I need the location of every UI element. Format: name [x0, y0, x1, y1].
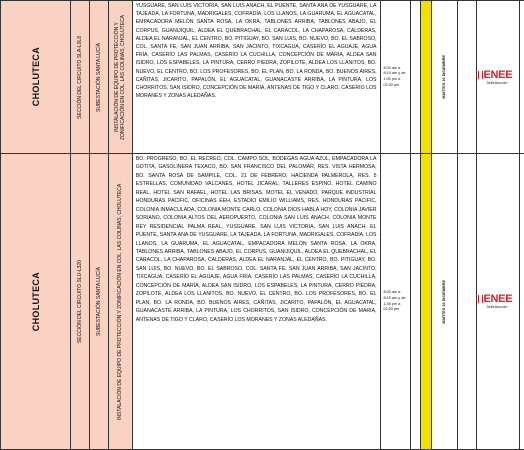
- logo-cell: [476, 154, 520, 450]
- affected-sectors: BO. PROGRESO, BO. EL RECREO, COL. CAMPO SOL, BODEGAS AGUA AZUL, EMPACADORA LA GOTITA, GASOLINERA TEXACO, BO. SAN FRANCISCO DEL PALOMAR, RES. VISTA HERMOSA, BO. SANTA ROSA DE SAMPILE, COL. 21 DE FEBRERO, HACIENDA PALMEROLA, RES. 5 ESTRELLAS, COMUNIDAD VALCANES, HOTEL JICARAL, TALLERES ESPINO, HOTEL CAMINO REAL, HOTEL SAN RAFAEL, HOTEL LAS BRISAS, MOTEL EL VENADO, PARQUE INDUSTRIAL HONDURAS PACIFIC, OFICINAS EEH, ESTADIO EMILIO WILLIAMS, RES. HONDURAS PACIFIC, COLONIA INMACULADA, COLONIA MONTE CARLO, COLONIA DIOS HABLA HOY, COLONIA JAVIER SORIANO, COLONIA ALTOS DEL AEROPUERTO, COLONIA SAN LUIS ANACH, COLONIA MONTE REY RESIDENCIAL PALMA REAL, YUSGUARE, SAN LUIS VICTORIA, SAN LUIS ANACH, EL PUENTE, SANTA ANA DE YUSGUARE, LA TAJEADA, LA FORTUNA, MADRIGALES, COFRADÍA, LOS LLANOS, LA GUARUMA, EL AGUACATAL, EMPACADORA MELÓN SANTA ROSA, LA OKRA, TABLONES ARRIBA, TABLONES ABAJO, EL CORPUS, GUANIJIQUIL, ALDEA EL QUEBRACHAL, EL CARACOL, LA CHAPAROSA, CALDERAS, ALDEA EL NARANJAL, EL CENTRO, BO. PITIGUAY, BO. SAN LUIS, BO. NUEVO, BO. EL SABROSO, COL. SANTA FE, SAN JUAN ARRIBA, SAN JACINTO, TIXCAGUA, CASERÍO EL AGUAJE, AGUA FRÍA, CASERÍO LAS PALMAS, CASERÍO LA CUCHILLA, CONCEPCIÓN DE MARÍA, ALDEA SAN ISIDRO, LOS ESPABELES, LA PINTURA, CERRO PIEDRA, ZOPILOTE, ALDEA LOS LLANITOS, BO. NUEVO, EL CENTRO, BO. LOS PROFESORES, BO. EL PLAN, BO. LA RONDA, BO. BUENOS AIRES, CAÑITAS, JICARITO, PAPALÓN, EL AGUACATAL, GUANACASTE ARRIBA, LA PINTURA, LOS CHORRITOS, SAN ISIDRO, CONCEPCIÓN DE MARÍA, ANTENAS DE TIGO Y CLARO, CASERÍO LOS MORANES Y ZONAS ALEDAÑAS.: [136, 155, 377, 324]
- time-line: 02:00 pm: [384, 307, 410, 313]
- date-cell: [431, 1, 457, 154]
- blank-cell: [457, 1, 476, 154]
- work-cell: [109, 154, 132, 450]
- work-cell: [109, 1, 132, 154]
- table-row: [1, 154, 524, 450]
- time-line: 8:00 am a: [384, 290, 410, 296]
- blank-cell: [410, 154, 420, 450]
- section-cell: [71, 154, 90, 450]
- work-description: INSTALACIÓN DE EQUIPO DE PROTECCIÓN Y ZONIFICACIÓN EN COL. LAS COLINAS, CHOLUTECA: [117, 167, 123, 437]
- time-cell: [380, 1, 410, 154]
- outage-date: MARTES 16 DICIEMBRE: [442, 55, 446, 99]
- substation-name: SUBESTACIÓN SANTA LUCÍA: [96, 43, 102, 112]
- department-label: CHOLUTECA: [31, 47, 41, 106]
- affected-sectors: YUSGUARE, SAN LUIS VICTORIA, SAN LUIS ANACH, EL PUENTE, SANTA ANA DE YUSGUARE, LA TAJEADA, LA FORTUNA, MADRIGALES, COFRADÍA, LOS LLANOS, LA GUARUMA, EL AGUACATAL, EMPACADORA MELÓN SANTA ROSA, LA OKRA, TABLONES ARRIBA, TABLONES ABAJO, EL CORPUS, GUANIJIQUIL, ALDEA EL QUEBRACHAL, EL CARACOL, LA CHAPAROSA, CALDERAS, ALDEA EL NARANJAL, EL CENTRO, BO. PITIGUAY, BO. SAN LUIS, BO. NUEVO, BO. EL SABROSO, COL. SANTA FE, SAN JUAN ARRIBA, SAN JACINTO, TIXCAGUA, CASERÍO EL AGUAJE, AGUA FRÍA, CASERÍO LAS PALMAS, CASERÍO LA CUCHILLA, CONCEPCIÓN DE MARÍA, ALDEA SAN ISIDRO, LOS ESPABELES, LA PINTURA, CERRO PIEDRA, ZOPILOTE, ALDEA LOS LLANITOS, BO. NUEVO, EL CENTRO, BO. LOS PROFESORES, BO. EL PLAN, BO. LA RONDA, BO. BUENOS AIRES, CAÑITAS, JICARITO, PAPALÓN, EL AGUACATAL, GUANACASTE ARRIBA, LA PINTURA, LOS CHORRITOS, SAN ISIDRO, CONCEPCIÓN DE MARÍA, ANTENAS DE TIGO Y CLARO, CASERÍO LOS MORANES Y ZONAS ALEDAÑAS.: [136, 2, 377, 100]
- blank-cell: [457, 154, 476, 450]
- logo-subtitle: Distribución: [487, 80, 520, 85]
- work-description: INSTALACIÓN DE EQUIPO DE PROTECCIÓN Y ZONIFICACIÓN EN COL. LAS COLINAS, CHOLUTECA: [114, 12, 126, 142]
- logo-brand: ENEE: [484, 293, 513, 305]
- logo-brand: ENEE: [484, 69, 513, 81]
- enee-logo: [477, 70, 520, 85]
- department-cell: [1, 1, 71, 154]
- circuit-section: SECCIÓN DEL CIRCUITO SLA-L0L8: [77, 36, 83, 119]
- time-line: 8:00 am a: [384, 66, 410, 72]
- highlight-cell: [420, 154, 431, 450]
- enee-logo: [477, 294, 520, 309]
- logo-cell: [476, 1, 520, 154]
- logo-subtitle: Distribución: [487, 304, 520, 309]
- time-cell: [380, 154, 410, 450]
- substation-cell: [90, 154, 109, 450]
- outage-date: MARTES 16 DICIEMBRE: [442, 280, 446, 324]
- table-row: [1, 1, 524, 154]
- sectors-cell: [132, 154, 380, 450]
- department-cell: [1, 154, 71, 450]
- outage-time: [381, 66, 410, 88]
- sectors-cell: [132, 1, 380, 154]
- enee-flag-icon: [478, 71, 483, 79]
- blank-cell: [410, 1, 420, 154]
- section-cell: [71, 1, 90, 154]
- date-cell: [431, 154, 457, 450]
- highlight-cell: [420, 1, 431, 154]
- time-line: 8:15 am y de: [384, 71, 410, 77]
- substation-cell: [90, 1, 109, 154]
- outage-time: [381, 290, 410, 312]
- time-line: 1:00 pm a: [384, 77, 410, 83]
- department-label: CHOLUTECA: [31, 272, 41, 331]
- substation-name: SUBESTACIÓN SANTA LUCÍA: [96, 267, 102, 336]
- blank-cell: [520, 1, 524, 154]
- time-line: 1:45 pm a: [384, 302, 410, 308]
- enee-flag-icon: [478, 295, 483, 303]
- blank-cell: [520, 154, 524, 450]
- circuit-section: SECCIÓN DEL CIRCUITO SLU-L320: [77, 260, 83, 343]
- time-line: 02:00 pm: [384, 83, 410, 89]
- time-line: 8:15 am y de: [384, 296, 410, 302]
